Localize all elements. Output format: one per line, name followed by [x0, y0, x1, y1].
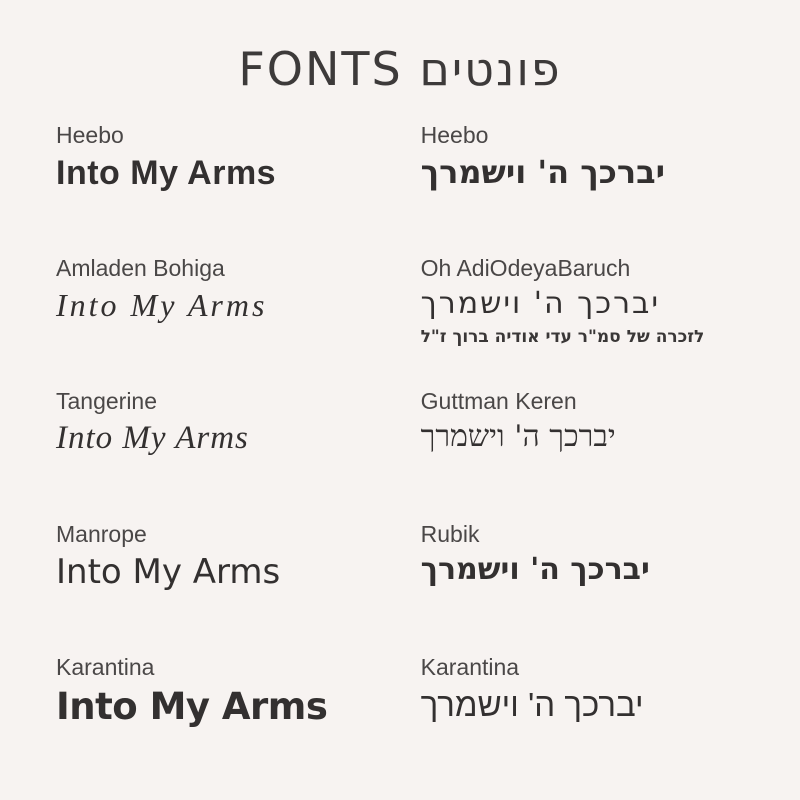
- font-sample-cell-left: [56, 521, 379, 592]
- font-sample-cell-right: [421, 255, 744, 347]
- font-sample-subtext: לזכרה של סמ"ר עדי אודיה ברוך ז"ל: [420, 327, 705, 348]
- font-sample-text: Into My Arms: [56, 684, 328, 728]
- font-sample-text: Into My Arms: [56, 551, 281, 592]
- font-name-label: Tangerine: [56, 388, 158, 414]
- font-row: [56, 521, 744, 647]
- font-rows: [56, 122, 744, 780]
- font-sample-cell-right: [421, 654, 744, 724]
- font-sample-cell-left: [56, 654, 379, 728]
- font-sample-text: Into My Arms: [56, 419, 249, 456]
- font-sample-text: יברכך ה' וישמרך: [420, 551, 650, 587]
- font-sample-text: יברכך ה' וישמרך: [420, 285, 661, 321]
- font-sample-cell-right: [421, 122, 744, 190]
- font-sample-text: יברכך ה' וישמרך: [420, 152, 666, 191]
- font-sample-text: Into My Arms: [56, 286, 268, 323]
- font-sample-cell-left: [56, 122, 379, 193]
- font-row: [56, 654, 744, 780]
- font-name-label: Manrope: [56, 521, 147, 547]
- font-name-label: Rubik: [420, 521, 480, 547]
- font-sample-cell-left: [56, 388, 379, 458]
- page-title: פונטים FONTS: [238, 42, 562, 96]
- font-row: [56, 388, 744, 514]
- font-name-label: Heebo: [56, 122, 124, 148]
- font-sample-text: יברכך ה' וישמרך: [420, 685, 644, 723]
- font-sample-text: Into My Arms: [56, 153, 277, 192]
- font-sample-text: יברכך ה' וישמרך: [420, 418, 616, 454]
- font-sample-cell-right: [421, 521, 744, 587]
- font-name-label: Karantina: [56, 654, 155, 680]
- font-name-label: Karantina: [420, 654, 520, 680]
- font-row: [56, 255, 744, 381]
- font-sample-cell-right: [421, 388, 744, 454]
- font-sample-cell-left: [56, 255, 379, 323]
- font-name-label: Heebo: [420, 122, 489, 148]
- font-name-label: Guttman Keren: [420, 388, 577, 414]
- font-row: [56, 122, 744, 248]
- font-name-label: Amladen Bohiga: [56, 255, 225, 281]
- font-name-label: Oh AdiOdeyaBaruch: [420, 255, 631, 281]
